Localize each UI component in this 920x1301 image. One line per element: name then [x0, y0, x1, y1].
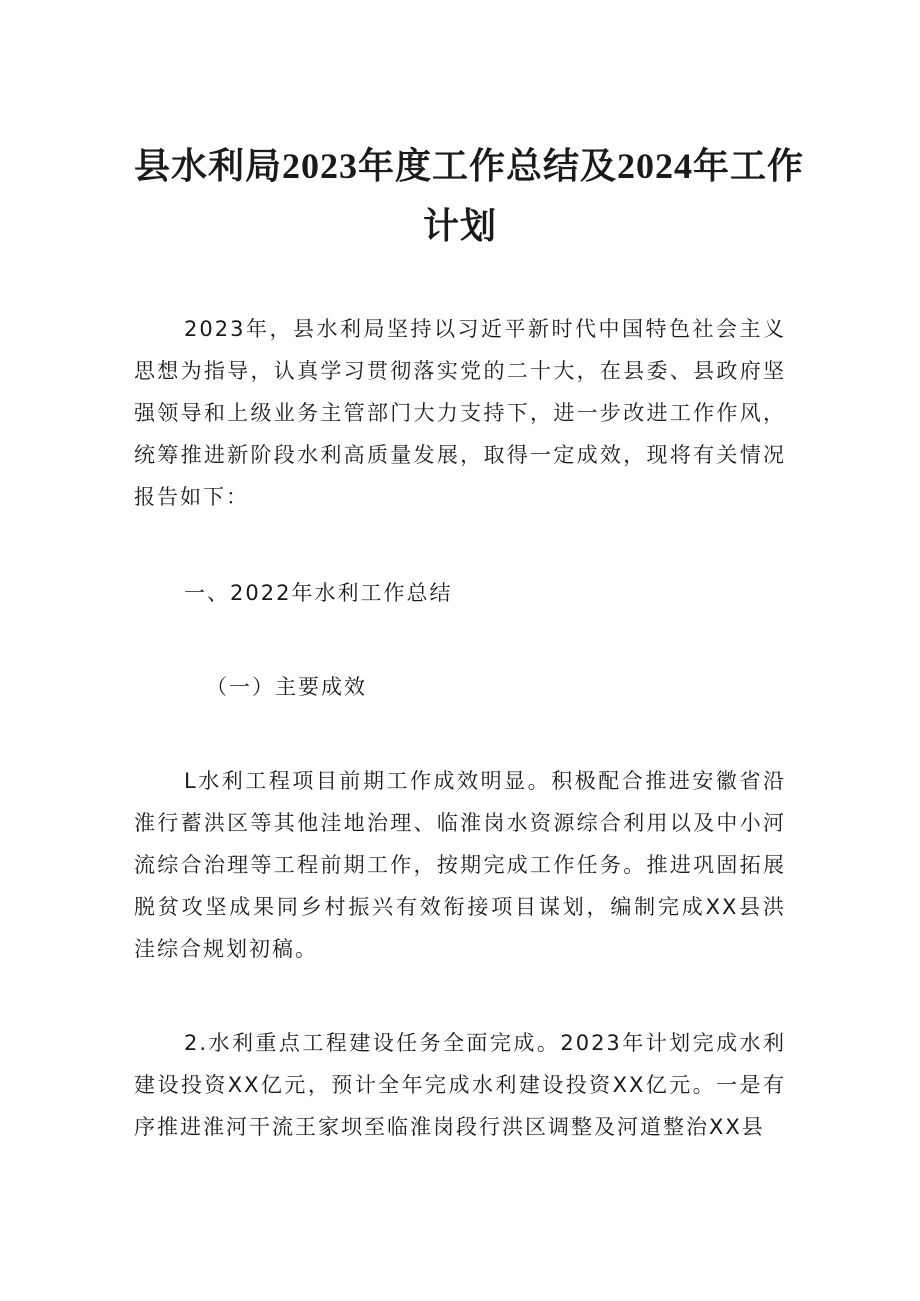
- document-title: [134, 136, 805, 256]
- subsection-heading: （一）主要成效: [206, 675, 367, 699]
- item-paragraph-1: L水利工程项目前期工作成效明显。积极配合推进安徽省沿淮行蓄洪区等其他洼地治理、临淮岗水资源综合利用以及中小河流综合治理等工程前期工作，按期完成工作任务。推进巩固拓展脱贫攻坚成果同乡村振兴有效衔接项目谋划，编制完成XX县洪洼综合规划初稿。: [134, 769, 786, 961]
- section-heading: 一、2022年水利工作总结: [184, 581, 453, 605]
- title-prefix: 县水利局: [134, 145, 283, 187]
- intro-paragraph: 2023年，县水利局坚持以习近平新时代中国特色社会主义思想为指导，认真学习贯彻落实党的二十大，在县委、县政府坚强领导和上级业务主管部门大力支持下，进一步改进工作作风，统筹推进新阶段水利高质量发展，取得一定成效，现将有关情况报告如下：: [134, 317, 786, 509]
- title-line-2: 计划: [422, 205, 497, 247]
- item-paragraph-2: 2.水利重点工程建设任务全面完成。2023年计划完成水利建设投资XX亿元，预计全年完成水利建设投资XX亿元。一是有序推进淮河干流王家坝至临淮岗段行洪区调整及河道整治XX县: [134, 1031, 786, 1139]
- title-middle: 年度工作总结及: [358, 145, 618, 187]
- title-suffix: 年工作: [693, 145, 805, 187]
- title-year-2023: 2023: [282, 146, 359, 186]
- title-line-1: [134, 136, 805, 196]
- title-year-2024: 2024: [617, 146, 694, 186]
